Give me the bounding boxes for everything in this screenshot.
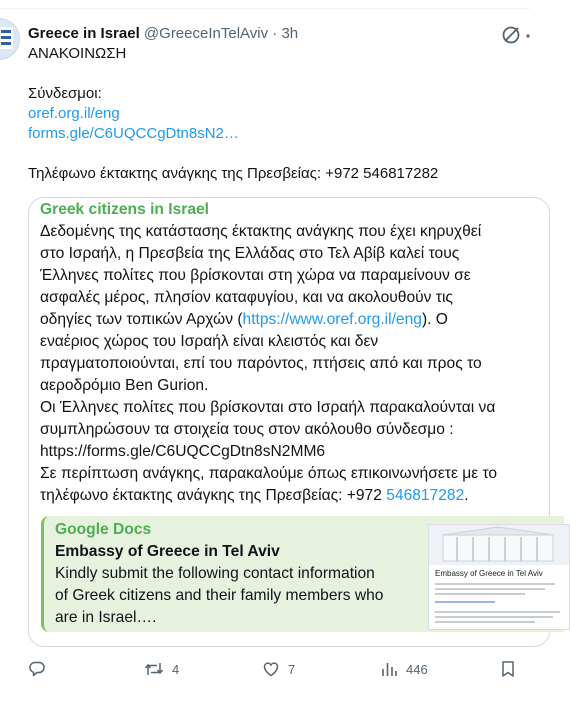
embed-line: Δεδομένης της κατάστασης έκτακτης ανάγκης που έχει κηρυχθεί <box>40 223 482 240</box>
announcement-heading: ΑΝΑΚΟΙΝΩΣΗ <box>28 45 127 62</box>
bookmark-button[interactable] <box>500 658 516 680</box>
embed-title: Greek citizens in Israel <box>40 201 210 218</box>
links-label: Σύνδεσμοι: <box>28 85 102 102</box>
tweet-header <box>28 24 298 44</box>
embed-text: οδηγίες των τοπικών Αρχών ( <box>40 311 243 328</box>
reply-button[interactable] <box>28 658 46 680</box>
like-count: 7 <box>288 661 296 677</box>
embed-line: εναέριος χώρος του Ισραήλ είναι κλειστός και δεν <box>40 333 379 350</box>
separator: · <box>272 25 278 42</box>
embed-text: ). Ο <box>421 311 448 328</box>
embed-line: Έλληνες πολίτες που βρίσκονται στη χώρα να παραμείνουν σε <box>40 267 471 284</box>
thumbnail-text-line <box>435 616 553 618</box>
quoted-content[interactable] <box>28 197 550 647</box>
embed-line <box>40 485 469 507</box>
thumbnail-text-line <box>435 601 495 603</box>
forms-url-link[interactable]: https://forms.gle/C6UQCCgDtn8sN2MM6 <box>40 443 326 460</box>
embed-line: στο Ισραήλ, η Πρεσβεία της Ελλάδας στο Τελ Αβίβ καλεί τους <box>40 245 460 262</box>
more-icon[interactable] <box>524 26 534 46</box>
avatar[interactable] <box>0 18 20 60</box>
bookmark-icon <box>500 660 516 678</box>
thumbnail-text-line <box>435 588 545 590</box>
thumbnail-text-line <box>435 621 535 623</box>
oref-url-link[interactable]: https://www.oref.org.il/eng <box>242 311 422 328</box>
thumbnail-text-line <box>435 611 560 613</box>
user-handle[interactable]: @GreeceInTelAviv <box>143 25 269 42</box>
retweet-icon <box>144 660 164 678</box>
views-icon <box>380 660 398 678</box>
heart-icon <box>262 660 280 678</box>
card-description: of Greek citizens and their family members who <box>55 587 384 604</box>
embed-text: . <box>464 487 469 504</box>
card-thumbnail <box>428 524 570 630</box>
like-button[interactable] <box>262 658 295 680</box>
retweet-button[interactable] <box>144 658 179 680</box>
display-name[interactable]: Greece in Israel <box>28 25 140 42</box>
oref-link[interactable]: oref.org.il/eng <box>28 105 120 122</box>
emergency-phone: Τηλέφωνο έκτακτης ανάγκης της Πρεσβείας: +972 546817282 <box>28 165 439 182</box>
card-title: Embassy of Greece in Tel Aviv <box>55 543 280 560</box>
embed-line: πραγματοποιούνται, επί του παρόντος, πτήσεις από και προς το <box>40 355 482 372</box>
thumbnail-text-line <box>435 593 525 595</box>
card-description: are in Israel…. <box>55 609 157 626</box>
embed-line: αεροδρόμιο Ben Gurion. <box>40 377 209 394</box>
grok-icon[interactable] <box>500 24 522 46</box>
embed-line: συμπληρώσουν τα στοιχεία τους στον ακόλουθο σύνδεσμο : <box>40 421 454 438</box>
link-preview-card[interactable] <box>41 516 564 632</box>
embed-line: ασφαλές μέρος, πλησίον καταφυγίου, και να ακολουθούν τις <box>40 289 453 306</box>
thumbnail-text-line <box>435 583 555 585</box>
action-bar <box>0 658 530 682</box>
reply-icon <box>28 660 46 678</box>
retweet-count: 4 <box>172 661 180 677</box>
embed-line: Οι Έλληνες πολίτες που βρίσκονται στο Ισραήλ παρακαλούνται να <box>40 399 496 416</box>
building-image <box>429 525 569 565</box>
card-description: Kindly submit the following contact information <box>55 565 375 582</box>
phone-link[interactable]: 546817282 <box>386 487 465 504</box>
divider <box>0 8 530 9</box>
view-count: 446 <box>406 661 428 677</box>
views-button[interactable] <box>380 658 428 680</box>
card-site: Google Docs <box>55 521 152 538</box>
forms-link[interactable]: forms.gle/C6UQCCgDtn8sN2… <box>28 125 239 142</box>
timestamp[interactable]: 3h <box>281 25 299 42</box>
embed-line <box>40 309 448 331</box>
embed-text: τηλέφωνο έκτακτης ανάγκης της Πρεσβείας: +972 <box>40 487 387 504</box>
thumbnail-heading: Embassy of Greece in Tel Aviv <box>435 569 543 578</box>
emblem-icon <box>0 27 13 49</box>
embed-line: Σε περίπτωση ανάγκης, παρακαλούμε όπως επικοινωνήσετε με το <box>40 465 498 482</box>
